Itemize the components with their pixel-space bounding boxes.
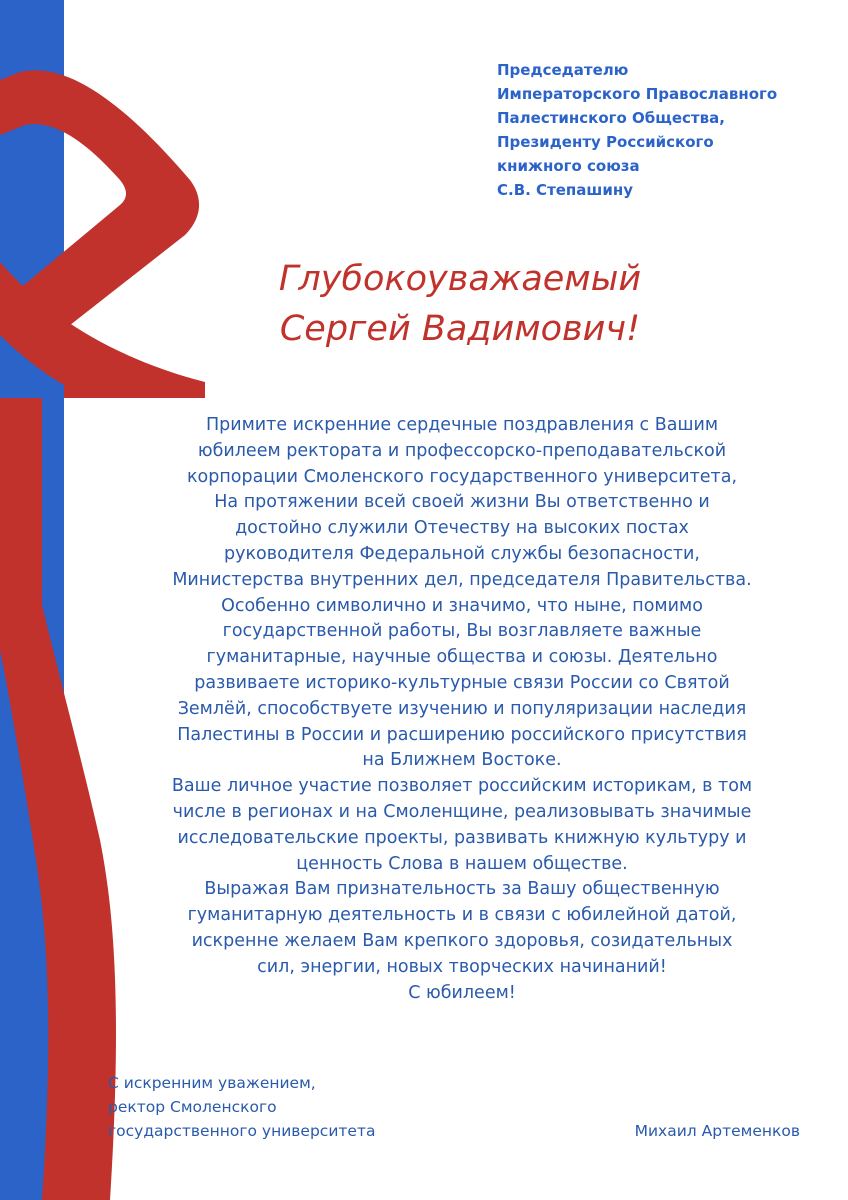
body-line: исследовательские проекты, развивать книжную культуру и [177,827,747,848]
addressee-line: Председателю [497,61,629,79]
body-line: развиваете историко-культурные связи России со Святой [194,672,730,693]
signature-block [108,1071,468,1143]
body-line: гуманитарные, научные общества и союзы. Деятельно [206,647,718,668]
body-line: числе в регионах и на Смоленщине, реализовывать значимые [172,801,752,822]
addressee-line: книжного союза [497,157,640,175]
body-line: Палестины в России и расширению российского присутствия [177,724,747,745]
body-line: государственной работы, Вы возглавляете важные [222,621,702,642]
body-line: Министерства внутренних дел, председателя Правительства. [172,569,752,590]
signatory-name: Михаил Артеменков [634,1122,800,1140]
body-line: Ваше личное участие позволяет российским историкам, в том [171,776,753,797]
addressee-line: С.В. Степашину [497,181,634,199]
body-line: С юбилеем! [408,982,516,1003]
body-line: Землёй, способствуете изучению и популяризации наследия [177,698,747,719]
body-line: Примите искренние сердечные поздравления с Вашим [205,415,719,435]
body-line: руководителя Федеральной службы безопасности, [224,543,700,564]
salutation-line: Глубокоуважаемый [278,259,642,299]
body-line: гуманитарную деятельность и в связи с юбилейной датой, [187,905,737,926]
letter-body [112,413,812,1006]
signature-line: государственного университета [108,1122,376,1140]
body-line: Особенно символично и значимо, что ныне, помимо [221,595,703,616]
body-line: сил, энергии, новых творческих начинаний! [257,956,667,977]
salutation-line: Сергей Вадимович! [279,309,641,349]
addressee-line: Императорского Православного [497,85,778,103]
body-line: ценность Слова в нашем обществе. [296,853,628,874]
body-line: достойно служили Отечеству на высоких постах [235,518,689,539]
signature-line: ректор Смоленского [108,1098,277,1116]
body-line: искренне желаем Вам крепкого здоровья, созидательных [191,930,733,951]
salutation-heading [240,254,680,354]
body-line: юбилеем ректората и профессорско-преподавательской [197,440,727,461]
addressee-block [497,58,837,202]
body-line: корпорации Смоленского государственного университета, [186,466,738,487]
addressee-line: Палестинского Общества, [497,109,725,127]
body-line: Выражая Вам признательность за Вашу общественную [204,879,720,900]
signature-line: С искренним уважением, [108,1074,316,1092]
body-line: на Ближнем Востоке. [362,750,562,771]
body-line: На протяжении всей своей жизни Вы ответственно и [214,492,710,513]
addressee-line: Президенту Российского [497,133,714,151]
